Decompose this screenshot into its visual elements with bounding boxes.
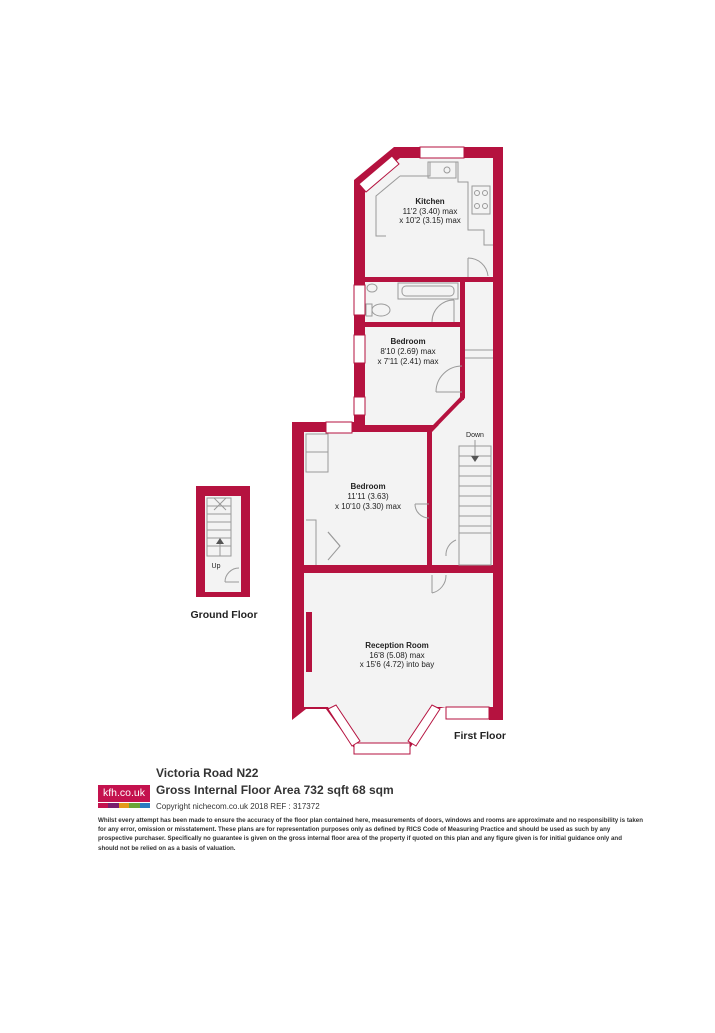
bedroom2-label: Bedroom bbox=[350, 482, 386, 491]
kitchen-label: Kitchen bbox=[415, 197, 445, 206]
logo-text: kfh.co.uk bbox=[98, 785, 150, 802]
logo-bar-segment bbox=[98, 803, 108, 808]
stairs-up-label: Up bbox=[211, 563, 221, 570]
copyright: Copyright nichecom.co.uk 2018 REF : 317372 bbox=[156, 802, 320, 811]
logo-bar-segment bbox=[108, 803, 118, 808]
bedroom2-dim1: 11'11 (3.63) bbox=[347, 492, 389, 501]
ground-floor bbox=[196, 486, 250, 597]
disclaimer: Whilst every attempt has been made to ensure the accuracy of the floor plan contained here, measurements of doors, windows and rooms are approximate and no responsibility is taken for any error, omission or misstatement. These plans are for representation purposes only as defined by RICS Code of Measuring Practice and should be used as such by any prospective purchaser. Specifically no guarantee is given on the gross internal floor area of the property if quoted on this plan and any figure given is for initial guidance only and should not be relied on as a basis of valuation. bbox=[98, 817, 643, 852]
logo-bar-segment bbox=[129, 803, 139, 808]
kfh-logo bbox=[98, 785, 150, 809]
stairs-down-label: Down bbox=[466, 432, 484, 439]
reception-dim1: 16'8 (5.08) max bbox=[369, 651, 425, 660]
property-address: Victoria Road N22 bbox=[156, 766, 259, 780]
logo-bar-segment bbox=[119, 803, 129, 808]
reception-label: Reception Room bbox=[365, 641, 429, 650]
ground-floor-label: Ground Floor bbox=[190, 609, 258, 621]
kitchen-dim1: 11'2 (3.40) max bbox=[402, 207, 458, 216]
floor-area: Gross Internal Floor Area 732 sqft 68 sqm bbox=[156, 783, 394, 797]
kitchen-dim2: x 10'2 (3.15) max bbox=[399, 216, 461, 225]
bedroom2-dim2: x 10'10 (3.30) max bbox=[334, 502, 402, 511]
logo-bar-segment bbox=[140, 803, 150, 808]
bedroom1-dim1: 8'10 (2.69) max bbox=[380, 347, 436, 356]
first-floor-label: First Floor bbox=[454, 730, 506, 742]
fireplace-icon bbox=[306, 612, 312, 672]
logo-color-bar bbox=[98, 803, 150, 808]
reception-dim2: x 15'6 (4.72) into bay bbox=[359, 660, 435, 669]
bedroom1-dim2: x 7'11 (2.41) max bbox=[377, 357, 439, 366]
bedroom1-label: Bedroom bbox=[390, 337, 426, 346]
